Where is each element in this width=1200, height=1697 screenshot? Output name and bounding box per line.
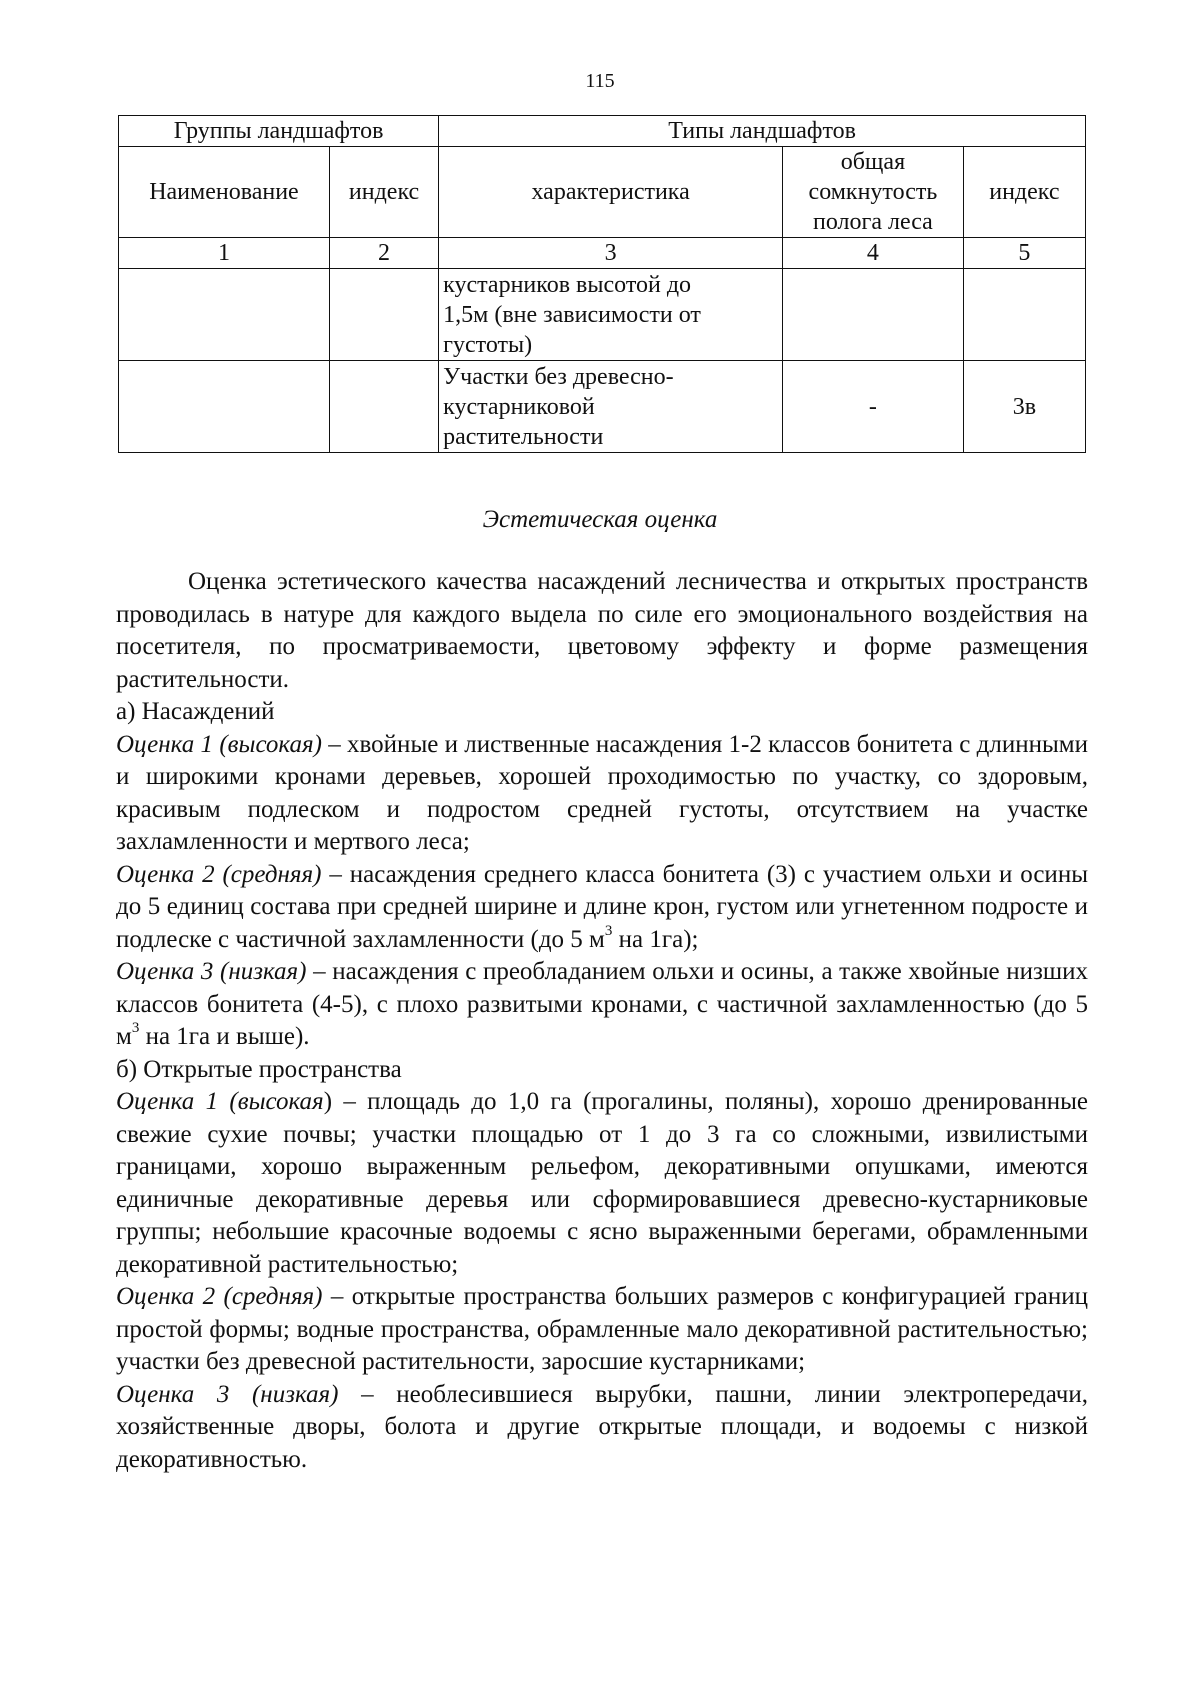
table-cell-index [963, 269, 1085, 361]
section-heading: Эстетическая оценка [482, 506, 718, 533]
table-cell-empty [119, 269, 330, 361]
rating-text: ) – площадь до 1,0 га (прогалины, поляны), хорошо дренированные свежие сухие почвы; участки площадью от 1 до 3 га со сложными, извилистыми границами, хорошо выраженным рельефом, декоративными опушками, имеются единичные декоративные деревья или сформировавшиеся древесно-кустарниковые группы; небольшие красочные водоемы с ясно выраженными берегами, обрамленными декоративной растительностью; [116, 1088, 1089, 1278]
column-number: 1 [119, 238, 330, 269]
table-cell-empty [119, 361, 330, 453]
header-type-index: индекс [963, 147, 1085, 238]
intro-paragraph: Оценка эстетического качества насаждений лесничества и открытых пространств проводилась в натуре для каждого выдела по силе его эмоционального воздействия на посетителя, по просматриваемости, цветовому эффекту и форме размещения растительности. [116, 568, 1088, 693]
superscript: 3 [604, 922, 613, 939]
table-cell-characteristic [439, 361, 783, 453]
header-landscape-types: Типы ландшафтов [439, 116, 1086, 147]
cell-line: растительности [443, 423, 604, 450]
rating-label: Оценка 2 (средняя) [116, 1283, 323, 1310]
rating-label: Оценка 3 (низкая) [116, 1380, 339, 1408]
table-cell-empty [329, 269, 438, 361]
landscape-table [118, 115, 1086, 453]
table-cell-empty [329, 361, 438, 453]
page-number: 115 [585, 70, 615, 92]
header-name: Наименование [119, 147, 330, 238]
subsection-heading-stands: а) Насаждений [116, 698, 275, 725]
subsection-heading-open-spaces: б) Открытые пространства [116, 1055, 402, 1083]
superscript: 3 [131, 1020, 140, 1036]
cell-line: кустарниковой [443, 393, 595, 420]
cell-line: Участки без древесно- [443, 363, 674, 390]
header-characteristic: характеристика [439, 147, 783, 238]
table-cell-index: 3в [963, 361, 1085, 453]
table-cell-characteristic [439, 269, 783, 361]
cell-line: кустарников высотой до [443, 271, 692, 298]
header-closure-line: сомкнутость [808, 179, 938, 205]
rating-label: Оценка 2 (средняя) [116, 860, 322, 888]
rating-text: – насаждения с преобладанием ольхи и осины, а также хвойные низших классов бонитета (4-5), с плохо развитыми кронами, с частичной захламленностью (до 5 м [116, 958, 1088, 1050]
rating-paragraph [116, 1281, 1088, 1379]
table-row [119, 361, 1086, 453]
rating-label: Оценка 1 (высокая [116, 1088, 324, 1115]
rating-label: Оценка 3 (низкая) [116, 958, 307, 985]
cell-line: густоты) [443, 331, 533, 358]
rating-text: – необлесившиеся вырубки, пашни, линии электропередачи, хозяйственные дворы, болота и другие открытые площади, и водоемы с низкой декоративностью. [116, 1380, 1088, 1473]
rating-text-end: на 1га и выше). [139, 1023, 310, 1050]
rating-text: – хвойные и лиственные насаждения 1-2 классов бонитета с длинными и широкими кронами деревьев, хорошей проходимостью по участку, со здоровым, красивым подлеском и подростом средней густоты, отсутствием на участке захламленности и мертвого леса; [116, 730, 1088, 855]
column-number: 5 [963, 238, 1085, 269]
table-row [119, 269, 1086, 361]
cell-line: 1,5м (вне зависимости от [443, 301, 701, 328]
rating-paragraph [116, 1379, 1088, 1477]
column-number: 2 [329, 238, 438, 269]
header-index: индекс [329, 147, 438, 238]
column-number: 3 [439, 238, 783, 269]
header-closure-line: общая [840, 149, 906, 175]
column-number: 4 [783, 238, 964, 269]
rating-text-end: на 1га); [612, 925, 699, 953]
rating-text: – насаждения среднего класса бонитета (3) с участием ольхи и осины до 5 единиц состава при средней ширине и длине крон, густом или угнетенном подросте и подлеске с частичной захламленности (до 5 м [116, 860, 1088, 953]
header-closure-line: полога леса [813, 209, 933, 235]
rating-paragraph [116, 956, 1088, 1054]
body-text [116, 566, 1088, 1476]
table-cell-closure [783, 269, 964, 361]
rating-paragraph [116, 729, 1088, 859]
table-cell-closure: - [783, 361, 964, 453]
rating-text: – открытые пространства больших размеров с конфигурацией границ простой формы; водные пространства, обрамленные мало декоративной растительностью; участки без древесной растительности, заросшие кустарниками; [116, 1283, 1088, 1375]
rating-paragraph [116, 859, 1088, 957]
header-canopy-closure [783, 147, 964, 238]
rating-label: Оценка 1 (высокая) [116, 730, 322, 758]
header-landscape-groups: Группы ландшафтов [119, 116, 439, 147]
rating-paragraph [116, 1086, 1088, 1281]
